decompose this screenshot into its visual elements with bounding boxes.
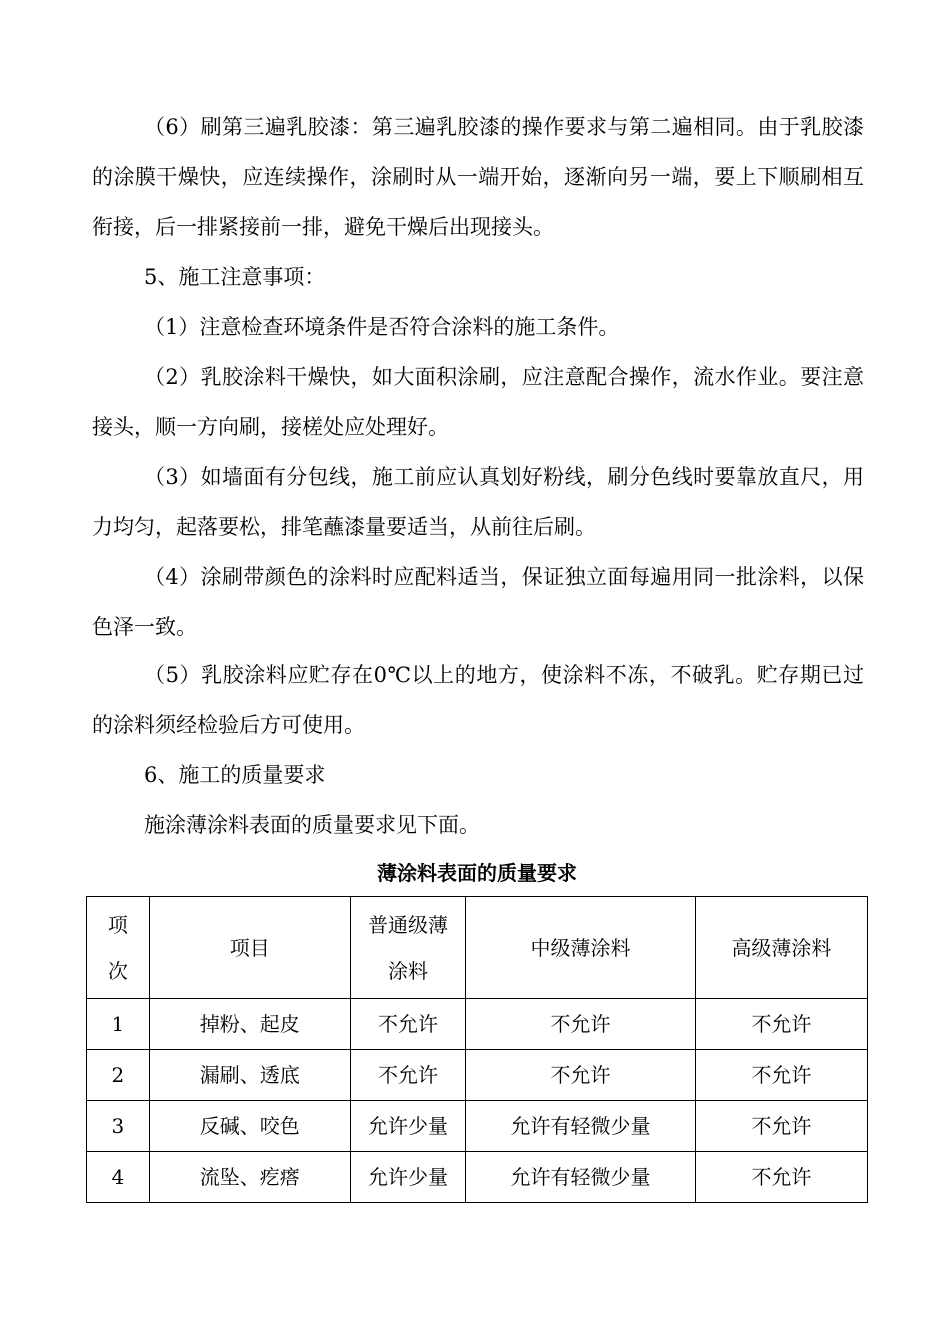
header-no-line1: 项: [107, 912, 128, 937]
table-cell: 不允许: [695, 999, 867, 1050]
table-cell: 漏刷、透底: [149, 1050, 350, 1101]
table-row: [87, 1050, 868, 1101]
table-row: [87, 1152, 868, 1203]
header-normal-grade: [350, 897, 465, 999]
table-cell: 掉粉、起皮: [149, 999, 350, 1050]
table-cell: 不允许: [695, 1152, 867, 1203]
table-cell: 反碱、咬色: [149, 1101, 350, 1152]
table-cell: 不允许: [466, 999, 696, 1050]
table-cell: 不允许: [466, 1050, 696, 1101]
section-heading-5: 5、施工注意事项：: [144, 265, 326, 289]
table-header-row: [87, 897, 868, 999]
table-cell: 4: [87, 1152, 150, 1203]
paragraph-quality-intro: 施涂薄涂料表面的质量要求见下面。: [144, 813, 480, 837]
paragraph-note-5: （5）乳胶涂料应贮存在0℃以上的地方，使涂料不冻，不破乳。贮存期已过的涂料须经检验后方可使用。: [92, 663, 864, 737]
header-medium-grade: 中级薄涂料: [466, 897, 696, 999]
table-row: [87, 999, 868, 1050]
table-cell: 允许少量: [350, 1152, 465, 1203]
table-cell: 不允许: [695, 1050, 867, 1101]
header-item-number: [87, 897, 150, 999]
table-cell: 允许有轻微少量: [466, 1152, 696, 1203]
header-high-grade: 高级薄涂料: [695, 897, 867, 999]
header-normal-line2: 涂料: [387, 958, 428, 983]
table-caption: 薄涂料表面的质量要求: [377, 861, 577, 885]
header-normal-line1: 普通级薄: [367, 912, 448, 937]
paragraph-note-1: （1）注意检查环境条件是否符合涂料的施工条件。: [144, 315, 620, 339]
paragraph-step-6: （6）刷第三遍乳胶漆：第三遍乳胶漆的操作要求与第二遍相同。由于乳胶漆的涂膜干燥快，应连续操作，涂刷时从一端开始，逐渐向另一端，要上下顺刷相互衔接，后一排紧接前一排，避免干燥后出现接头。: [92, 115, 864, 239]
quality-requirements-table: [86, 896, 868, 1203]
paragraph-note-2: （2）乳胶涂料干燥快，如大面积涂刷，应注意配合操作，流水作业。要注意接头，顺一方向刷，接槎处应处理好。: [92, 365, 864, 439]
header-item: 项目: [149, 897, 350, 999]
table-cell: 3: [87, 1101, 150, 1152]
header-no-line2: 次: [107, 958, 128, 983]
table-cell: 不允许: [350, 1050, 465, 1101]
section-heading-6: 6、施工的质量要求: [144, 763, 326, 787]
paragraph-note-3: （3）如墙面有分包线，施工前应认真划好粉线，刷分色线时要靠放直尺，用力均匀，起落要松，排笔蘸漆量要适当，从前往后刷。: [92, 465, 864, 539]
table-row: [87, 1101, 868, 1152]
table-cell: 1: [87, 999, 150, 1050]
paragraph-note-4: （4）涂刷带颜色的涂料时应配料适当，保证独立面每遍用同一批涂料，以保色泽一致。: [92, 565, 864, 639]
table-cell: 允许少量: [350, 1101, 465, 1152]
table-cell: 允许有轻微少量: [466, 1101, 696, 1152]
table-cell: 2: [87, 1050, 150, 1101]
table-cell: 流坠、疙瘩: [149, 1152, 350, 1203]
table-cell: 不允许: [350, 999, 465, 1050]
table-cell: 不允许: [695, 1101, 867, 1152]
